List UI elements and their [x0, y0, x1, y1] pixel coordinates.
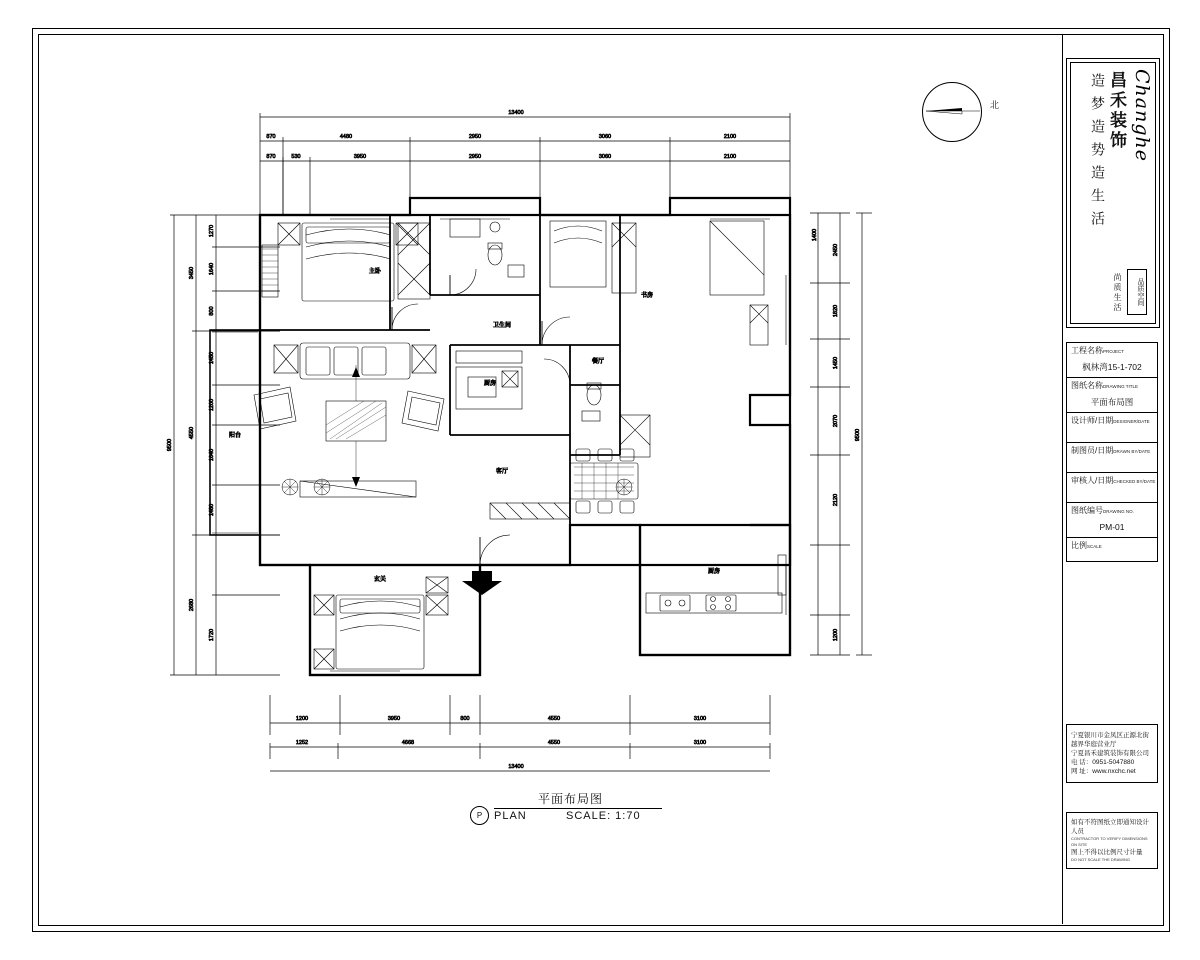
title-row-drawing-title — [1067, 378, 1157, 413]
logo-stamp-seal: 品质空间 — [1127, 269, 1147, 315]
svg-text:9500: 9500 — [167, 438, 173, 452]
note-cn-1: 如有不符图纸立即通知设计人员 — [1071, 819, 1149, 835]
svg-text:3060: 3060 — [598, 154, 612, 160]
svg-text:3060: 3060 — [598, 134, 612, 140]
company-logo — [1066, 58, 1160, 328]
svg-text:1720: 1720 — [209, 628, 215, 642]
label-drawing-title: 图纸名称DRAWING TITLE — [1071, 381, 1139, 390]
svg-text:1450: 1450 — [209, 351, 215, 365]
north-arrow-circle — [922, 82, 982, 142]
svg-text:3100: 3100 — [693, 716, 707, 722]
caption-title-cn: 平面布局图 — [538, 792, 604, 806]
company-info — [1066, 724, 1158, 783]
svg-text:1270: 1270 — [209, 224, 215, 238]
svg-text:800: 800 — [460, 716, 470, 722]
svg-text:1450: 1450 — [833, 356, 839, 370]
value-drafter — [1067, 459, 1157, 466]
svg-text:4550: 4550 — [189, 426, 195, 440]
svg-text:1252: 1252 — [295, 740, 309, 746]
north-label: 北 — [989, 100, 999, 109]
svg-text:1200: 1200 — [833, 628, 839, 642]
label-designer: 设计师/日期DESIGNER/DATE — [1071, 416, 1150, 425]
svg-text:1200: 1200 — [209, 398, 215, 412]
title-row-checker — [1067, 473, 1157, 503]
svg-text:主卧: 主卧 — [368, 269, 382, 275]
svg-text:800: 800 — [209, 306, 215, 316]
logo-slogan-cn: 造梦造势造生活 — [1089, 73, 1105, 234]
company-phone: 电 话：0951-5047880 — [1071, 759, 1135, 766]
svg-text:3450: 3450 — [189, 266, 195, 280]
svg-text:阳台: 阳台 — [228, 433, 242, 439]
svg-text:13400: 13400 — [508, 764, 524, 770]
value-scale — [1067, 554, 1157, 561]
svg-text:4480: 4480 — [339, 134, 353, 140]
drawing-notes — [1066, 812, 1158, 869]
svg-text:1200: 1200 — [295, 716, 309, 722]
svg-text:2100: 2100 — [723, 154, 737, 160]
caption-title-en: PLAN — [494, 810, 527, 822]
value-designer — [1067, 429, 1157, 436]
svg-text:3950: 3950 — [387, 716, 401, 722]
svg-text:客厅: 客厅 — [495, 469, 509, 475]
logo-stamp-text: 尚质生活 — [1113, 273, 1122, 313]
caption-scale: SCALE: 1:70 — [566, 810, 641, 822]
svg-text:870: 870 — [266, 154, 276, 160]
value-project: 枫林湾15-1-702 — [1082, 362, 1142, 372]
svg-text:3100: 3100 — [693, 740, 707, 746]
svg-text:4550: 4550 — [547, 740, 561, 746]
value-checker — [1067, 489, 1157, 496]
svg-text:1400: 1400 — [812, 228, 818, 242]
floor-plan-drawing — [150, 95, 910, 795]
note-en-1: CONTRACTOR TO VERIFY DIMENSIONS ON SITE — [1071, 836, 1148, 847]
svg-text:1640: 1640 — [209, 262, 215, 276]
label-drawing-number: 图纸编号DRAWING NO. — [1071, 506, 1134, 515]
svg-text:玄关: 玄关 — [373, 577, 387, 583]
svg-text:厨房: 厨房 — [483, 381, 497, 387]
company-address-line2: 越界华庭营业厅 — [1071, 741, 1117, 748]
svg-text:530: 530 — [291, 154, 301, 160]
caption-rule — [494, 808, 662, 809]
svg-text:2070: 2070 — [833, 414, 839, 428]
drawing-caption — [470, 790, 730, 840]
company-website: 网 址：www.nxchc.net — [1071, 768, 1136, 775]
svg-text:1640: 1640 — [209, 448, 215, 462]
svg-text:厨房: 厨房 — [707, 569, 721, 575]
company-name: 宁夏昌禾建筑装饰有限公司 — [1071, 750, 1149, 757]
svg-text:卫生间: 卫生间 — [492, 323, 512, 329]
svg-text:13400: 13400 — [508, 110, 524, 116]
note-cn-2: 图上不得以比例尺寸计量 — [1071, 849, 1143, 856]
svg-text:1820: 1820 — [833, 304, 839, 318]
svg-text:4668: 4668 — [401, 740, 415, 746]
svg-text:2100: 2100 — [723, 134, 737, 140]
logo-company-name-cn: 昌禾装饰 — [1107, 71, 1126, 151]
svg-text:870: 870 — [266, 134, 276, 140]
label-drafter: 制图员/日期DRAWN BY/DATE — [1071, 446, 1151, 455]
title-row-designer — [1067, 413, 1157, 443]
title-row-scale — [1067, 538, 1157, 562]
svg-text:3950: 3950 — [353, 154, 367, 160]
svg-text:书房: 书房 — [640, 293, 654, 299]
value-drawing-number: PM-01 — [1099, 522, 1125, 532]
logo-latin-text: Changhe — [1131, 69, 1153, 162]
svg-text:2450: 2450 — [833, 243, 839, 257]
label-project: 工程名称PROJECT — [1071, 346, 1125, 355]
svg-text:4550: 4550 — [547, 716, 561, 722]
plan-marker: P — [470, 806, 489, 825]
svg-text:2120: 2120 — [833, 493, 839, 507]
title-block-table — [1066, 342, 1158, 562]
title-row-project — [1067, 343, 1157, 378]
svg-text:9500: 9500 — [855, 428, 861, 442]
north-arrow — [922, 82, 982, 142]
company-address-line1: 宁夏银川市金凤区正源北街 — [1071, 732, 1149, 739]
svg-text:餐厅: 餐厅 — [591, 359, 605, 365]
title-row-drafter — [1067, 443, 1157, 473]
note-en-2: DO NOT SCALE THE DRAWING — [1071, 857, 1131, 862]
value-drawing-title: 平面布局图 — [1090, 397, 1134, 407]
label-checker: 审核人/日期CHECKED BY/DATE — [1071, 476, 1156, 485]
title-row-drawing-number — [1067, 503, 1157, 538]
svg-text:2950: 2950 — [468, 134, 482, 140]
label-scale: 比例SCALE — [1071, 541, 1102, 550]
svg-text:1480: 1480 — [209, 503, 215, 517]
svg-text:2680: 2680 — [189, 598, 195, 612]
svg-text:2950: 2950 — [468, 154, 482, 160]
